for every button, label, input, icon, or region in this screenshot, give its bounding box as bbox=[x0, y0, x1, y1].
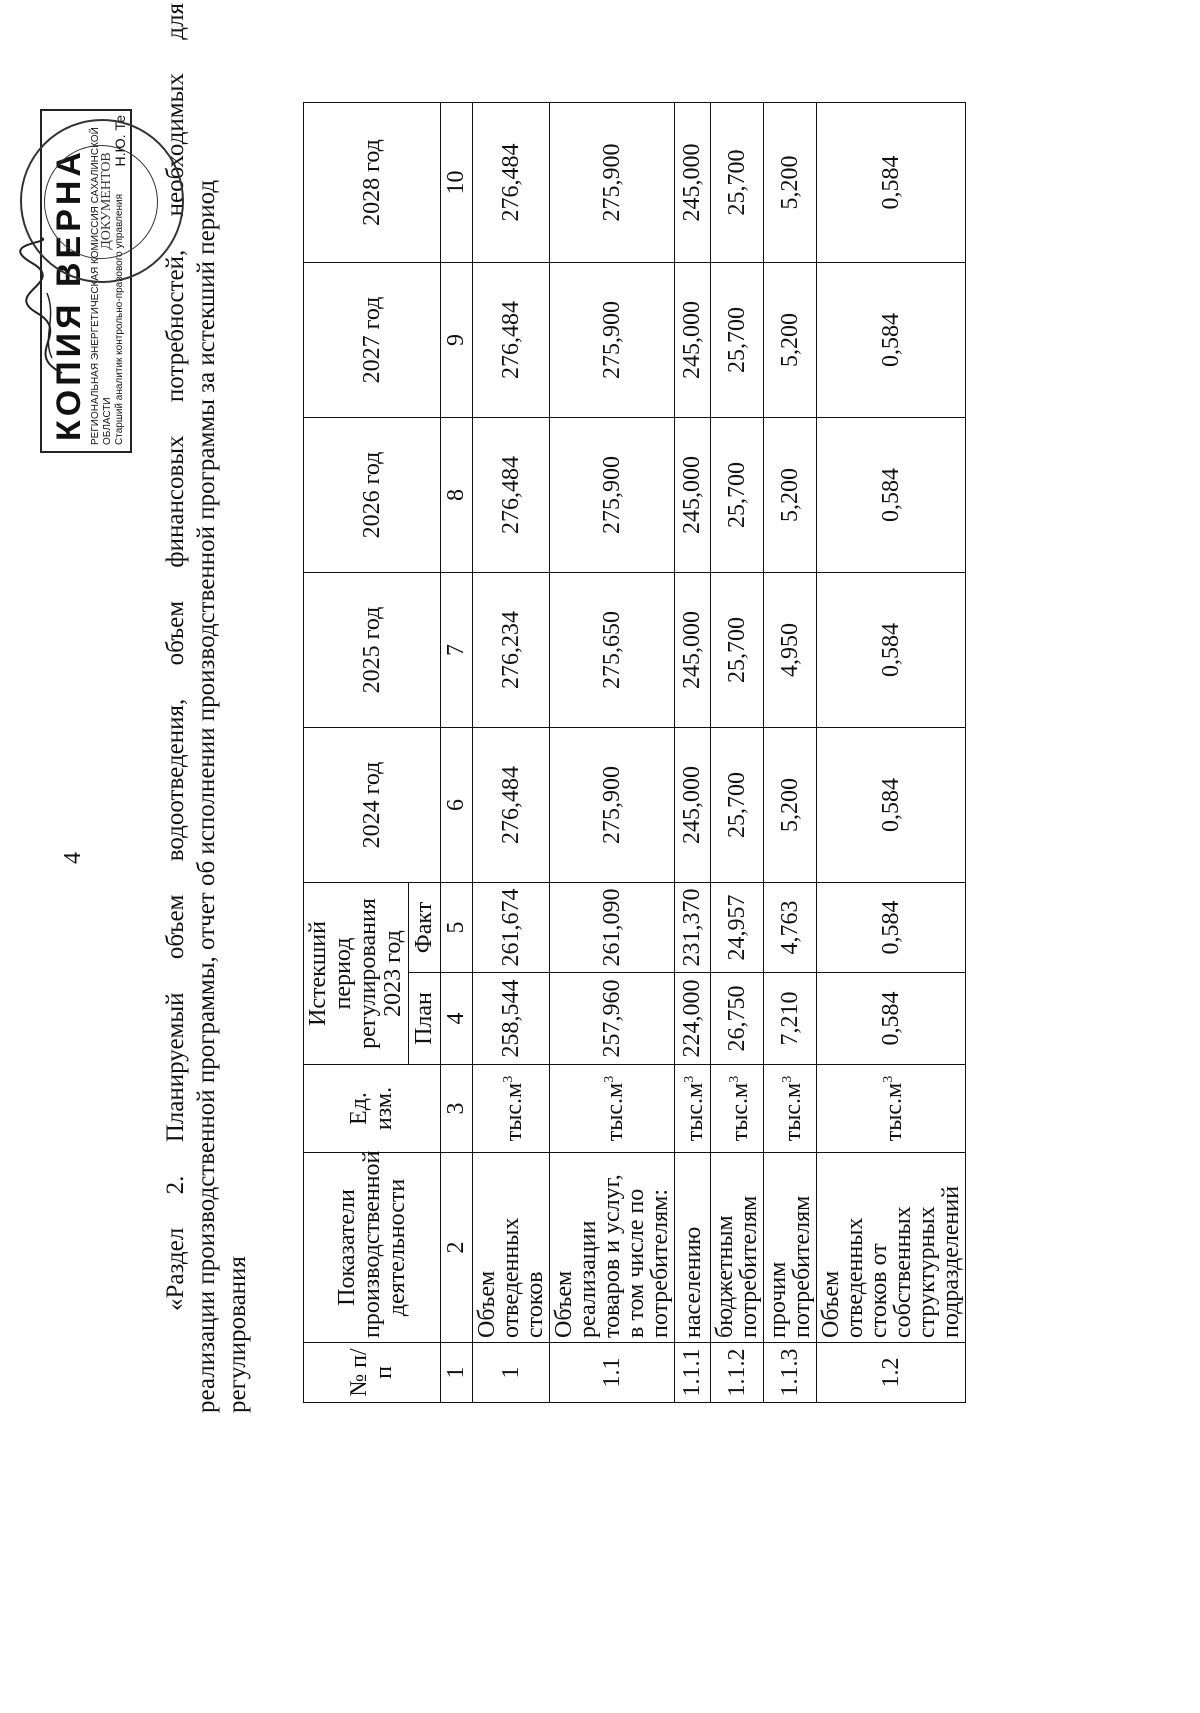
heading-line-3: регулирования bbox=[224, 1256, 251, 1413]
row-value: 25,700 bbox=[711, 572, 764, 727]
col-number: 7 bbox=[441, 572, 473, 727]
unit-base: тыс.м bbox=[682, 1082, 708, 1142]
row-indicator: Объем реализации товаров и услуг, в том числе по потребителям: bbox=[550, 1153, 675, 1343]
row-value: 0,584 bbox=[817, 262, 966, 417]
header-plan: План bbox=[409, 973, 441, 1065]
row-value: 0,584 bbox=[817, 727, 966, 882]
header-2025: 2025 год bbox=[304, 572, 441, 727]
col-number: 6 bbox=[441, 727, 473, 882]
unit-superscript: 3 bbox=[500, 1075, 516, 1083]
row-value: 275,900 bbox=[550, 727, 675, 882]
row-value: 257,960 bbox=[550, 973, 675, 1065]
row-indicator: прочим потребителям bbox=[764, 1153, 817, 1343]
row-unit bbox=[675, 1065, 711, 1153]
row-unit bbox=[817, 1065, 966, 1153]
col-number: 10 bbox=[441, 102, 473, 262]
row-unit bbox=[711, 1065, 764, 1153]
row-value: 261,674 bbox=[473, 882, 550, 972]
row-value: 261,090 bbox=[550, 882, 675, 972]
row-value: 0,584 bbox=[817, 572, 966, 727]
row-value: 25,700 bbox=[711, 417, 764, 572]
unit-superscript: 3 bbox=[682, 1075, 697, 1083]
row-value: 275,900 bbox=[550, 417, 675, 572]
row-value: 5,200 bbox=[764, 727, 817, 882]
row-unit bbox=[473, 1065, 550, 1153]
stamp-org-name: РЕГИОНАЛЬНАЯ ЭНЕРГЕТИЧЕСКАЯ КОМИССИЯ САХАЛИНСКОЙ ОБЛАСТИ bbox=[90, 127, 113, 445]
row-indicator: Объем отведенных стоков bbox=[473, 1153, 550, 1343]
row-value: 5,200 bbox=[764, 102, 817, 262]
row-value: 245,000 bbox=[675, 417, 711, 572]
row-value: 4,763 bbox=[764, 882, 817, 972]
row-value: 245,000 bbox=[675, 102, 711, 262]
row-value: 276,484 bbox=[473, 262, 550, 417]
col-number: 4 bbox=[441, 973, 473, 1065]
row-value: 25,700 bbox=[711, 262, 764, 417]
table-row bbox=[711, 102, 764, 1402]
row-value: 25,700 bbox=[711, 727, 764, 882]
row-value: 245,000 bbox=[675, 572, 711, 727]
row-value: 0,584 bbox=[817, 102, 966, 262]
header-fact: Факт bbox=[409, 882, 441, 972]
row-number: 1.1 bbox=[550, 1343, 675, 1403]
header-row-1 bbox=[304, 102, 409, 1402]
row-indicator: населению bbox=[675, 1153, 711, 1343]
row-value: 25,700 bbox=[711, 102, 764, 262]
row-value: 24,957 bbox=[711, 882, 764, 972]
heading-line-1: «Раздел 2. Планируемый объем водоотведения, объем финансовых потребностей, необходимых для bbox=[162, 3, 189, 1311]
header-2028: 2028 год bbox=[304, 102, 441, 262]
col-number: 2 bbox=[441, 1153, 473, 1343]
header-unit: Ед. изм. bbox=[304, 1065, 441, 1153]
header-past-period: Истекший период регулирования 2023 год bbox=[304, 882, 409, 1064]
col-number: 1 bbox=[441, 1343, 473, 1403]
row-value: 276,234 bbox=[473, 572, 550, 727]
unit-superscript: 3 bbox=[880, 1075, 896, 1083]
unit-base: тыс.м bbox=[601, 1082, 628, 1142]
row-value: 224,000 bbox=[675, 973, 711, 1065]
page-number: 4 bbox=[60, 852, 86, 864]
row-value: 7,210 bbox=[764, 973, 817, 1065]
row-value: 275,650 bbox=[550, 572, 675, 727]
row-number: 1.1.3 bbox=[764, 1343, 817, 1403]
table-row bbox=[473, 102, 550, 1402]
row-value: 26,750 bbox=[711, 973, 764, 1065]
stamp-position: Старший аналитик контрольно-правового управления bbox=[114, 193, 125, 445]
row-value: 258,544 bbox=[473, 973, 550, 1065]
row-value: 275,900 bbox=[550, 262, 675, 417]
header-num: № п/п bbox=[304, 1343, 441, 1403]
row-number: 1.1.1 bbox=[675, 1343, 711, 1403]
unit-superscript: 3 bbox=[779, 1075, 795, 1083]
row-value: 245,000 bbox=[675, 727, 711, 882]
col-number: 5 bbox=[441, 882, 473, 972]
col-number: 9 bbox=[441, 262, 473, 417]
row-indicator: Объем отведенных стоков от собственных структурных подразделений bbox=[817, 1153, 966, 1343]
heading-line-2: реализации производственной программы, отчет об исполнении производственной программы за истекший период bbox=[193, 179, 220, 1413]
unit-superscript: 3 bbox=[726, 1075, 742, 1083]
signature bbox=[12, 233, 82, 383]
row-value: 5,200 bbox=[764, 262, 817, 417]
row-value: 275,900 bbox=[550, 102, 675, 262]
header-indicator: Показатели производственной деятельности bbox=[304, 1153, 441, 1343]
row-unit bbox=[764, 1065, 817, 1153]
header-2027: 2027 год bbox=[304, 262, 441, 417]
col-number: 3 bbox=[441, 1065, 473, 1153]
row-value: 231,370 bbox=[675, 882, 711, 972]
row-value: 0,584 bbox=[817, 417, 966, 572]
unit-base: тыс.м bbox=[726, 1082, 753, 1142]
row-indicator: бюджетным потребителям bbox=[711, 1153, 764, 1343]
row-value: 276,484 bbox=[473, 417, 550, 572]
production-table bbox=[303, 102, 966, 1403]
row-value: 276,484 bbox=[473, 102, 550, 262]
row-value: 5,200 bbox=[764, 417, 817, 572]
table-row bbox=[675, 102, 711, 1402]
table-row bbox=[817, 102, 966, 1402]
table-body bbox=[473, 102, 966, 1402]
table-row bbox=[764, 102, 817, 1402]
col-number: 8 bbox=[441, 417, 473, 572]
header-2024: 2024 год bbox=[304, 727, 441, 882]
unit-base: тыс.м bbox=[880, 1082, 907, 1142]
row-unit bbox=[550, 1065, 675, 1153]
table-row bbox=[550, 102, 675, 1402]
row-number: 1.1.2 bbox=[711, 1343, 764, 1403]
seal-word: ДОКУМЕНТОВ bbox=[99, 152, 114, 250]
stamp-title: КОПИЯ ВЕРНА bbox=[50, 148, 88, 441]
unit-base: тыс.м bbox=[779, 1082, 806, 1142]
unit-base: тыс.м bbox=[500, 1082, 527, 1142]
row-value: 0,584 bbox=[817, 882, 966, 972]
row-value: 245,000 bbox=[675, 262, 711, 417]
stamp-person: Н.Ю. Те bbox=[112, 115, 128, 167]
column-number-row bbox=[441, 102, 473, 1402]
row-value: 0,584 bbox=[817, 973, 966, 1065]
row-value: 4,950 bbox=[764, 572, 817, 727]
row-number: 1 bbox=[473, 1343, 550, 1403]
unit-superscript: 3 bbox=[601, 1075, 617, 1083]
row-value: 276,484 bbox=[473, 727, 550, 882]
header-2026: 2026 год bbox=[304, 417, 441, 572]
row-number: 1.2 bbox=[817, 1343, 966, 1403]
